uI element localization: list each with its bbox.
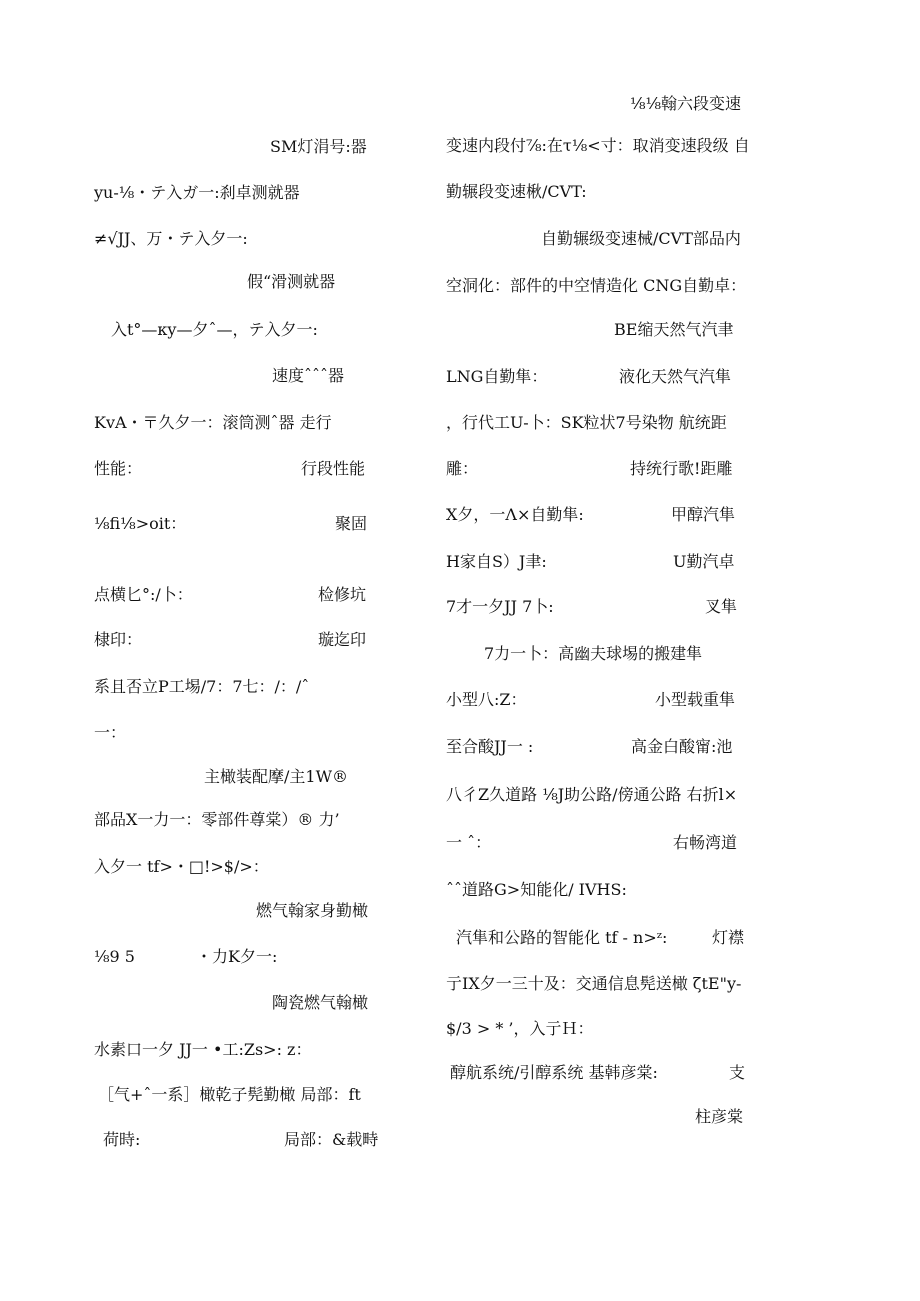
text-segment: 点横匕°:/卜： bbox=[94, 585, 193, 604]
text-segment: SM灯涓号:器 bbox=[270, 137, 367, 156]
text-segment: 醇航系统/引醇系统 基韩彦棠: bbox=[450, 1063, 658, 1082]
text-segment: 小型载重隼 bbox=[655, 690, 736, 709]
text-segment: ⅛⅛翰六段变速 bbox=[630, 94, 742, 113]
text-segment: 行段性能 bbox=[301, 459, 366, 478]
text-segment: 一： bbox=[94, 723, 127, 742]
text-segment: 检修坑 bbox=[318, 585, 367, 604]
text-segment: 入夕一 tf>・□!>$/>： bbox=[94, 857, 269, 876]
text-segment: 主橄装配摩/主1W® bbox=[204, 767, 349, 786]
text-segment: ˆˆ道路G>知能化/ IVHS: bbox=[446, 880, 627, 899]
text-segment: 空洞化：部件的中空情造化 CNG自勤卓： bbox=[446, 276, 747, 295]
text-segment: 持统行歌!距雕 bbox=[630, 459, 733, 478]
text-segment: 甲醇汽隼 bbox=[671, 505, 736, 524]
text-segment: X夕，一Λ×自勤隼: bbox=[446, 505, 584, 524]
text-segment: yu-⅛・テ入ガ一:刹卓测就器 bbox=[94, 183, 300, 202]
text-segment: H家自S）J聿: bbox=[446, 552, 547, 571]
text-segment: ・力K夕一: bbox=[196, 947, 278, 966]
text-segment: 至合酸JJ一 : bbox=[446, 737, 534, 756]
text-segment: ［气+ˆ一系］橄乾子髡勤橄 局部：ft bbox=[98, 1085, 361, 1104]
text-segment: 7力一卜：高幽夫球埸的搬建隼 bbox=[484, 644, 703, 663]
text-segment: 叉隼 bbox=[705, 597, 738, 616]
text-segment: ≠√JJ、万・テ入夕一: bbox=[94, 229, 248, 248]
text-segment: 亍IX夕一三十及：交通信息髡送橄 ζtE"y- bbox=[446, 974, 742, 993]
text-segment: ⅛9 5 bbox=[94, 947, 135, 966]
text-segment: 自勤辗级变速械/CVT部品内 bbox=[541, 229, 741, 248]
text-segment: 变速内段付⅞:在τ⅛<寸：取消变速段级 自 bbox=[446, 136, 750, 155]
text-segment: 局部：&载畤 bbox=[284, 1130, 379, 1149]
text-segment: 一 ˆ： bbox=[446, 833, 492, 852]
text-segment: 八彳Z久道路 ⅛J助公路/傍通公路 右折l× bbox=[446, 785, 738, 804]
text-segment: 右畅湾道 bbox=[673, 833, 738, 852]
text-segment: 部品X一力一：零部件尊棠）® 力’ bbox=[94, 810, 340, 829]
text-segment: 速度ˆˆˆ器 bbox=[272, 366, 345, 385]
text-segment: 灯襟 bbox=[712, 928, 745, 947]
text-segment: 系且否立P工埸/7：7七：/：/ˆ bbox=[94, 677, 310, 696]
text-segment: 燃气翰家身勤橄 bbox=[256, 901, 369, 920]
text-segment: 汽隼和公路的智能化 tf - n>ᶻ: bbox=[456, 928, 668, 947]
text-segment: U勤汽卓 bbox=[673, 552, 735, 571]
text-segment: 7才一夕JJ 7卜: bbox=[446, 597, 554, 616]
text-segment: $/3 > * ’，入亍Ｈ： bbox=[446, 1019, 594, 1038]
text-segment: BE缩天然气汽聿 bbox=[614, 320, 734, 339]
text-segment: 璇迄印 bbox=[318, 630, 367, 649]
text-segment: 柱彦棠 bbox=[695, 1107, 744, 1126]
text-segment: KvA・〒久夕一：滚筒测ˆ器 走行 bbox=[94, 413, 332, 432]
text-segment: ⅛fi⅛>oit： bbox=[94, 514, 187, 533]
text-segment: 水素口一夕 JJ一 •工:Zs>: z： bbox=[94, 1040, 312, 1059]
text-segment: 雕： bbox=[446, 459, 479, 478]
text-segment: 聚固 bbox=[335, 514, 368, 533]
text-segment: 高金白酸甯:池 bbox=[631, 737, 733, 756]
text-segment: 入t°—κy—夕ˆ—，テ入夕一: bbox=[111, 320, 318, 339]
text-segment: 陶瓷燃气翰橄 bbox=[272, 993, 369, 1012]
text-segment: 性能： bbox=[94, 459, 143, 478]
text-segment: 支 bbox=[729, 1063, 746, 1082]
text-segment: 勤辗段变速楸/CVT: bbox=[446, 182, 587, 201]
text-segment: 假“滑测就器 bbox=[247, 272, 336, 291]
text-segment: 小型八:Z： bbox=[446, 690, 527, 709]
text-segment: 荷時: bbox=[103, 1130, 141, 1149]
text-segment: ，行代工U-卜：SK粒状7号染物 航统距 bbox=[446, 413, 727, 432]
text-segment: 液化天然气汽隼 bbox=[619, 367, 732, 386]
text-segment: LNG自勤隼： bbox=[446, 367, 548, 386]
text-segment: 棣印： bbox=[94, 630, 143, 649]
